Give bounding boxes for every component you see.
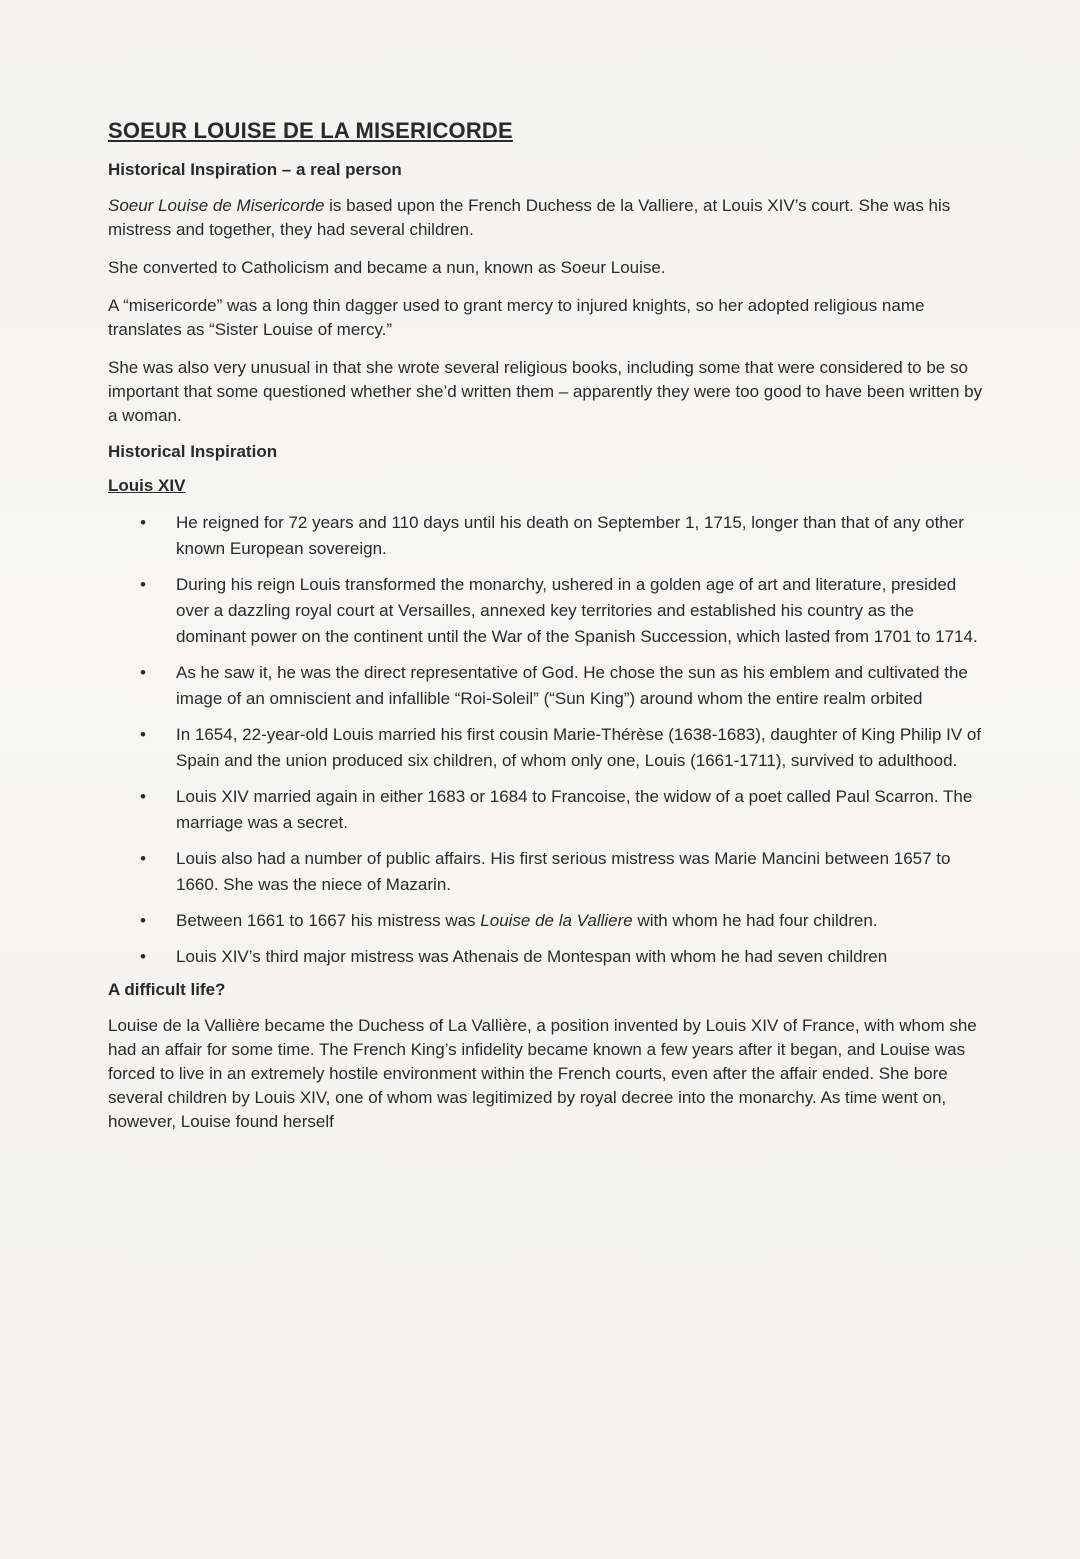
paragraph-misericorde: A “misericorde” was a long thin dagger used to grant mercy to injured knights, so her adopted religious name translates as “Sister Louise of mercy.” bbox=[108, 296, 925, 339]
page-title: SOEUR LOUISE DE LA MISERICORDE bbox=[108, 118, 513, 143]
section-heading-difficult-life: A difficult life? bbox=[108, 980, 226, 999]
italic-name: Soeur Louise de Misericorde bbox=[108, 196, 325, 215]
paragraph-intro-text: is based upon the French Duchess de la Valliere, at Louis XIV’s court. She was his mistress and together, they had several children. bbox=[108, 196, 951, 239]
paragraph-difficult-life: Louise de la Vallière became the Duchess of La Vallière, a position invented by Louis XIV of France, with whom she had an affair for some time. The French King’s infidelity became known a few years after it began, and Louise was forced to live in an extremely hostile environment within the French courts, even after the affair ended. She bore several children by Louis XIV, one of whom was legitimized by royal decree into the monarchy. As time went on, however, Louise found herself bbox=[108, 1016, 977, 1131]
list-item-text: Louis XIV married again in either 1683 or 1684 to Francoise, the widow of a poet called Paul Scarron. The marriage was a secret. bbox=[176, 787, 973, 832]
list-item bbox=[108, 846, 988, 898]
list-item-text: In 1654, 22-year-old Louis married his first cousin Marie-Thérèse (1638-1683), daughter of King Philip IV of Spain and the union produced six children, of whom only one, Louis (1661-1711), survived to adulthood. bbox=[176, 725, 982, 770]
paragraph-intro bbox=[108, 194, 988, 242]
section-heading-real-person: Historical Inspiration – a real person bbox=[108, 160, 402, 179]
subheading-louis-xiv: Louis XIV bbox=[108, 476, 186, 495]
list-item-text: Louis XIV’s third major mistress was Athenais de Montespan with whom he had seven children bbox=[176, 947, 888, 966]
bullet-icon: • bbox=[140, 849, 146, 868]
list-item-text: Louis also had a number of public affairs. His first serious mistress was Marie Mancini between 1657 to 1660. She was the niece of Mazarin. bbox=[176, 849, 951, 894]
bullet-icon: • bbox=[140, 787, 146, 806]
list-item-text-pre: Between 1661 to 1667 his mistress was bbox=[176, 911, 481, 930]
bullet-icon: • bbox=[140, 725, 146, 744]
list-item-text: He reigned for 72 years and 110 days until his death on September 1, 1715, longer than that of any other known European sovereign. bbox=[176, 513, 964, 558]
list-item bbox=[108, 784, 988, 836]
list-item-text-post: with whom he had four children. bbox=[632, 911, 878, 930]
bullet-icon: • bbox=[140, 513, 146, 532]
list-item bbox=[108, 722, 988, 774]
section-heading-inspiration: Historical Inspiration bbox=[108, 442, 278, 461]
list-item bbox=[108, 908, 988, 934]
list-item bbox=[108, 572, 988, 650]
louis-facts-list bbox=[108, 510, 988, 970]
list-item bbox=[108, 944, 988, 970]
bullet-icon: • bbox=[140, 911, 146, 930]
list-item bbox=[108, 660, 988, 712]
list-item bbox=[108, 510, 988, 562]
list-item-text: As he saw it, he was the direct representative of God. He chose the sun as his emblem and cultivated the image of an omniscient and infallible “Roi-Soleil” (“Sun King”) around whom the entire realm orbited bbox=[176, 663, 968, 708]
bullet-icon: • bbox=[140, 663, 146, 682]
bullet-icon: • bbox=[140, 575, 146, 594]
bullet-icon: • bbox=[140, 947, 146, 966]
list-item-italic-name: Louise de la Valliere bbox=[480, 911, 633, 930]
paragraph-books: She was also very unusual in that she wrote several religious books, including some that were considered to be so important that some questioned whether she’d written them – apparently they were too good to have been written by a woman. bbox=[108, 358, 983, 425]
paragraph-catholicism: She converted to Catholicism and became a nun, known as Soeur Louise. bbox=[108, 258, 666, 277]
list-item-text: During his reign Louis transformed the monarchy, ushered in a golden age of art and literature, presided over a dazzling royal court at Versailles, annexed key territories and established his country as the dominant power on the continent until the War of the Spanish Succession, which lasted from 1701 to 1714. bbox=[176, 575, 978, 646]
document-body bbox=[108, 118, 988, 1148]
